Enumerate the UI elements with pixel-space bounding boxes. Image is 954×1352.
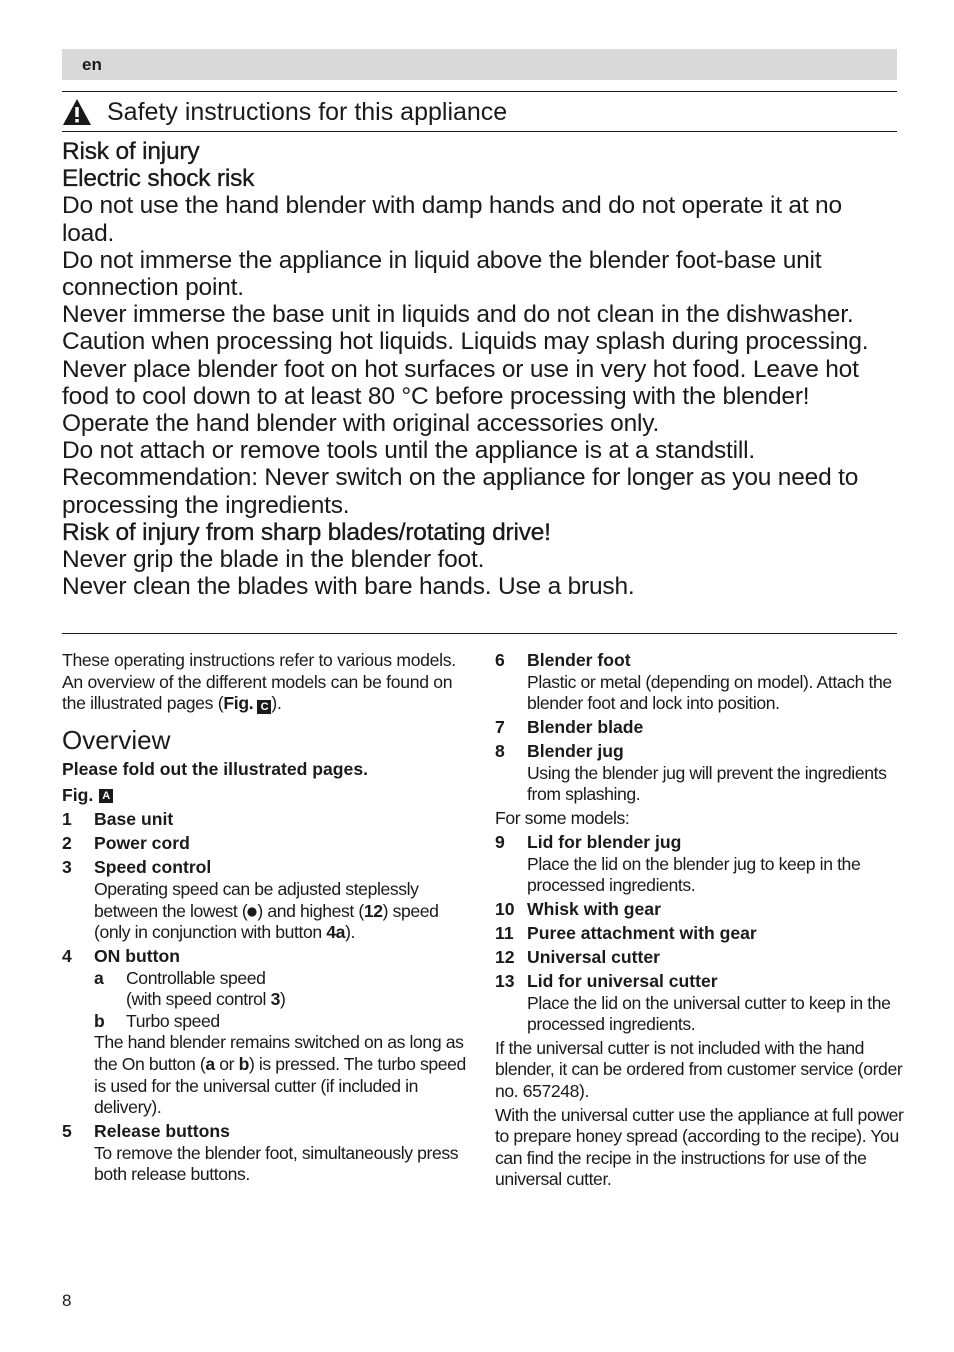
list-item — [495, 717, 905, 739]
list-item — [62, 857, 467, 943]
item-description: Plastic or metal (depending on model). Attach the blender foot and lock into position. — [527, 671, 892, 714]
item-description — [94, 1032, 467, 1118]
overview-title: Overview — [62, 724, 171, 755]
safety-subheading: Risk of injury — [62, 138, 200, 165]
item-description: Place the lid on the blender jug to keep in the processed ingredients. — [527, 853, 861, 896]
list-item — [495, 947, 905, 969]
safety-subheading: Electric shock risk — [62, 165, 255, 193]
item-label: Universal cutter — [527, 947, 660, 968]
item-number: 10 — [495, 899, 515, 920]
item-number: 8 — [495, 741, 505, 762]
list-item — [495, 832, 905, 897]
safety-paragraph: Never grip the blade in the blender foot. — [62, 546, 485, 574]
item-number: 6 — [495, 650, 505, 670]
fig-letter-badge: A — [99, 789, 113, 803]
safety-paragraph: Never place blender foot on hot surfaces or use in very hot food. Leave hot food to cool down to at least 80 °C before processing with the blender! — [62, 355, 859, 410]
recipe-note: With the universal cutter use the appliance at full power to prepare honey spread (according to the recipe). You can find the recipe in the instructions for use of the universal cutter. — [495, 1104, 904, 1190]
language-code: en — [82, 55, 102, 74]
dot-icon — [247, 907, 257, 917]
sub-item — [94, 968, 467, 1011]
desc-text: ). — [345, 922, 356, 943]
sub-item-text — [126, 989, 285, 1011]
item-number: 7 — [495, 717, 505, 738]
item-number: 4 — [62, 946, 72, 967]
ordering-note: If the universal cutter is not included with the hand blender, it can be ordered from customer service (order no. 657248). — [495, 1037, 903, 1102]
safety-paragraph: Never immerse the base unit in liquids and do not clean in the dishwasher. — [62, 301, 854, 329]
list-item — [495, 650, 905, 715]
list-item — [62, 833, 467, 855]
item-number: 1 — [62, 809, 72, 830]
item-label: Whisk with gear — [527, 899, 661, 920]
item-label: Blender blade — [527, 717, 644, 738]
intro-text: These operating instructions refer to various models. An overview of the different models can be found on the illustrated pages ( — [62, 650, 456, 714]
warning-icon — [62, 98, 92, 126]
divider — [62, 91, 897, 92]
list-item — [495, 923, 905, 945]
item-label: Base unit — [94, 809, 174, 830]
safety-paragraph: Caution when processing hot liquids. Liquids may splash during processing. — [62, 328, 869, 356]
desc-text: Operating speed can be adjusted steplessly between the lowest ( — [94, 878, 419, 921]
desc-bold: b — [238, 1054, 249, 1075]
item-number: 12 — [495, 947, 515, 968]
sub-item-letter: a — [94, 967, 104, 988]
list-item — [495, 899, 905, 921]
list-item — [62, 946, 467, 1119]
item-number: 9 — [495, 831, 505, 852]
divider — [62, 131, 897, 132]
safety-paragraph: Do not use the hand blender with damp hands and do not operate it at no load. — [62, 192, 842, 247]
language-header-bar — [62, 49, 897, 80]
item-number: 2 — [62, 833, 72, 854]
item-number: 13 — [495, 971, 515, 992]
figure-label — [62, 785, 467, 807]
item-label: Puree attachment with gear — [527, 923, 757, 944]
desc-bold: 12 — [363, 900, 383, 921]
fold-out-note: Please fold out the illustrated pages. — [62, 758, 369, 779]
sub-item-text-part: (with speed control — [126, 989, 271, 1010]
item-number: 11 — [495, 923, 514, 944]
list-item — [495, 741, 905, 806]
fig-letter-badge: C — [257, 700, 271, 714]
safety-instructions — [62, 138, 900, 600]
desc-text: ) and highest ( — [257, 900, 364, 921]
desc-text: ) is pressed. The turbo speed is used for the universal cutter (if included in delivery). — [94, 1054, 466, 1118]
left-column — [62, 650, 467, 1186]
item-label: Power cord — [94, 833, 190, 854]
desc-bold: 4a — [326, 922, 346, 943]
item-label: Lid for blender jug — [527, 831, 682, 852]
safety-paragraph: Recommendation: Never switch on the appliance for longer as you need to processing the ingredients. — [62, 464, 859, 519]
item-number: 5 — [62, 1121, 72, 1142]
item-number: 3 — [62, 857, 72, 878]
sub-item-bold: 3 — [270, 989, 280, 1010]
safety-subheading: Risk of injury from sharp blades/rotating drive! — [62, 518, 551, 546]
safety-paragraph: Operate the hand blender with original accessories only. — [62, 410, 660, 438]
desc-text: ) speed (only in conjunction with button — [94, 900, 439, 943]
sub-item-text-part: ) — [279, 989, 286, 1010]
divider — [62, 633, 897, 634]
item-label: Speed control — [94, 857, 212, 878]
page-number: 8 — [62, 1291, 72, 1310]
some-models-note: For some models: — [495, 807, 630, 828]
safety-title: Safety instructions for this appliance — [107, 98, 508, 126]
right-column — [495, 650, 905, 1191]
item-label: ON button — [94, 946, 180, 967]
item-label: Lid for universal cutter — [527, 971, 718, 992]
intro-close: ). — [271, 693, 282, 714]
safety-paragraph: Never clean the blades with bare hands. Use a brush. — [62, 573, 635, 601]
list-item — [62, 1121, 467, 1186]
figure-label-text: Fig. — [62, 785, 94, 806]
desc-text: or — [214, 1054, 239, 1075]
desc-text: The hand blender remains switched on as long as the On button ( — [94, 1032, 464, 1075]
item-description: Place the lid on the universal cutter to keep in the processed ingredients. — [527, 992, 891, 1035]
intro-paragraph — [62, 650, 467, 715]
item-description: Using the blender jug will prevent the ingredients from splashing. — [527, 762, 887, 805]
fig-reference: Fig. — [223, 693, 254, 714]
sub-item — [94, 1011, 467, 1033]
item-label: Release buttons — [94, 1121, 230, 1142]
sub-item-text: Controllable speed — [126, 967, 266, 988]
safety-paragraph: Do not immerse the appliance in liquid above the blender foot-base unit connection point. — [62, 246, 822, 302]
item-label: Blender foot — [527, 650, 631, 670]
safety-paragraph: Do not attach or remove tools until the appliance is at a standstill. — [62, 437, 756, 465]
desc-bold: a — [205, 1054, 215, 1075]
safety-heading — [62, 95, 897, 129]
list-item — [495, 971, 905, 1036]
sub-item-letter: b — [94, 1010, 105, 1031]
item-label: Blender jug — [527, 741, 624, 762]
list-item — [62, 809, 467, 831]
item-description: To remove the blender foot, simultaneously press both release buttons. — [94, 1142, 459, 1185]
item-description — [94, 879, 467, 944]
sub-item-text: Turbo speed — [126, 1010, 220, 1031]
